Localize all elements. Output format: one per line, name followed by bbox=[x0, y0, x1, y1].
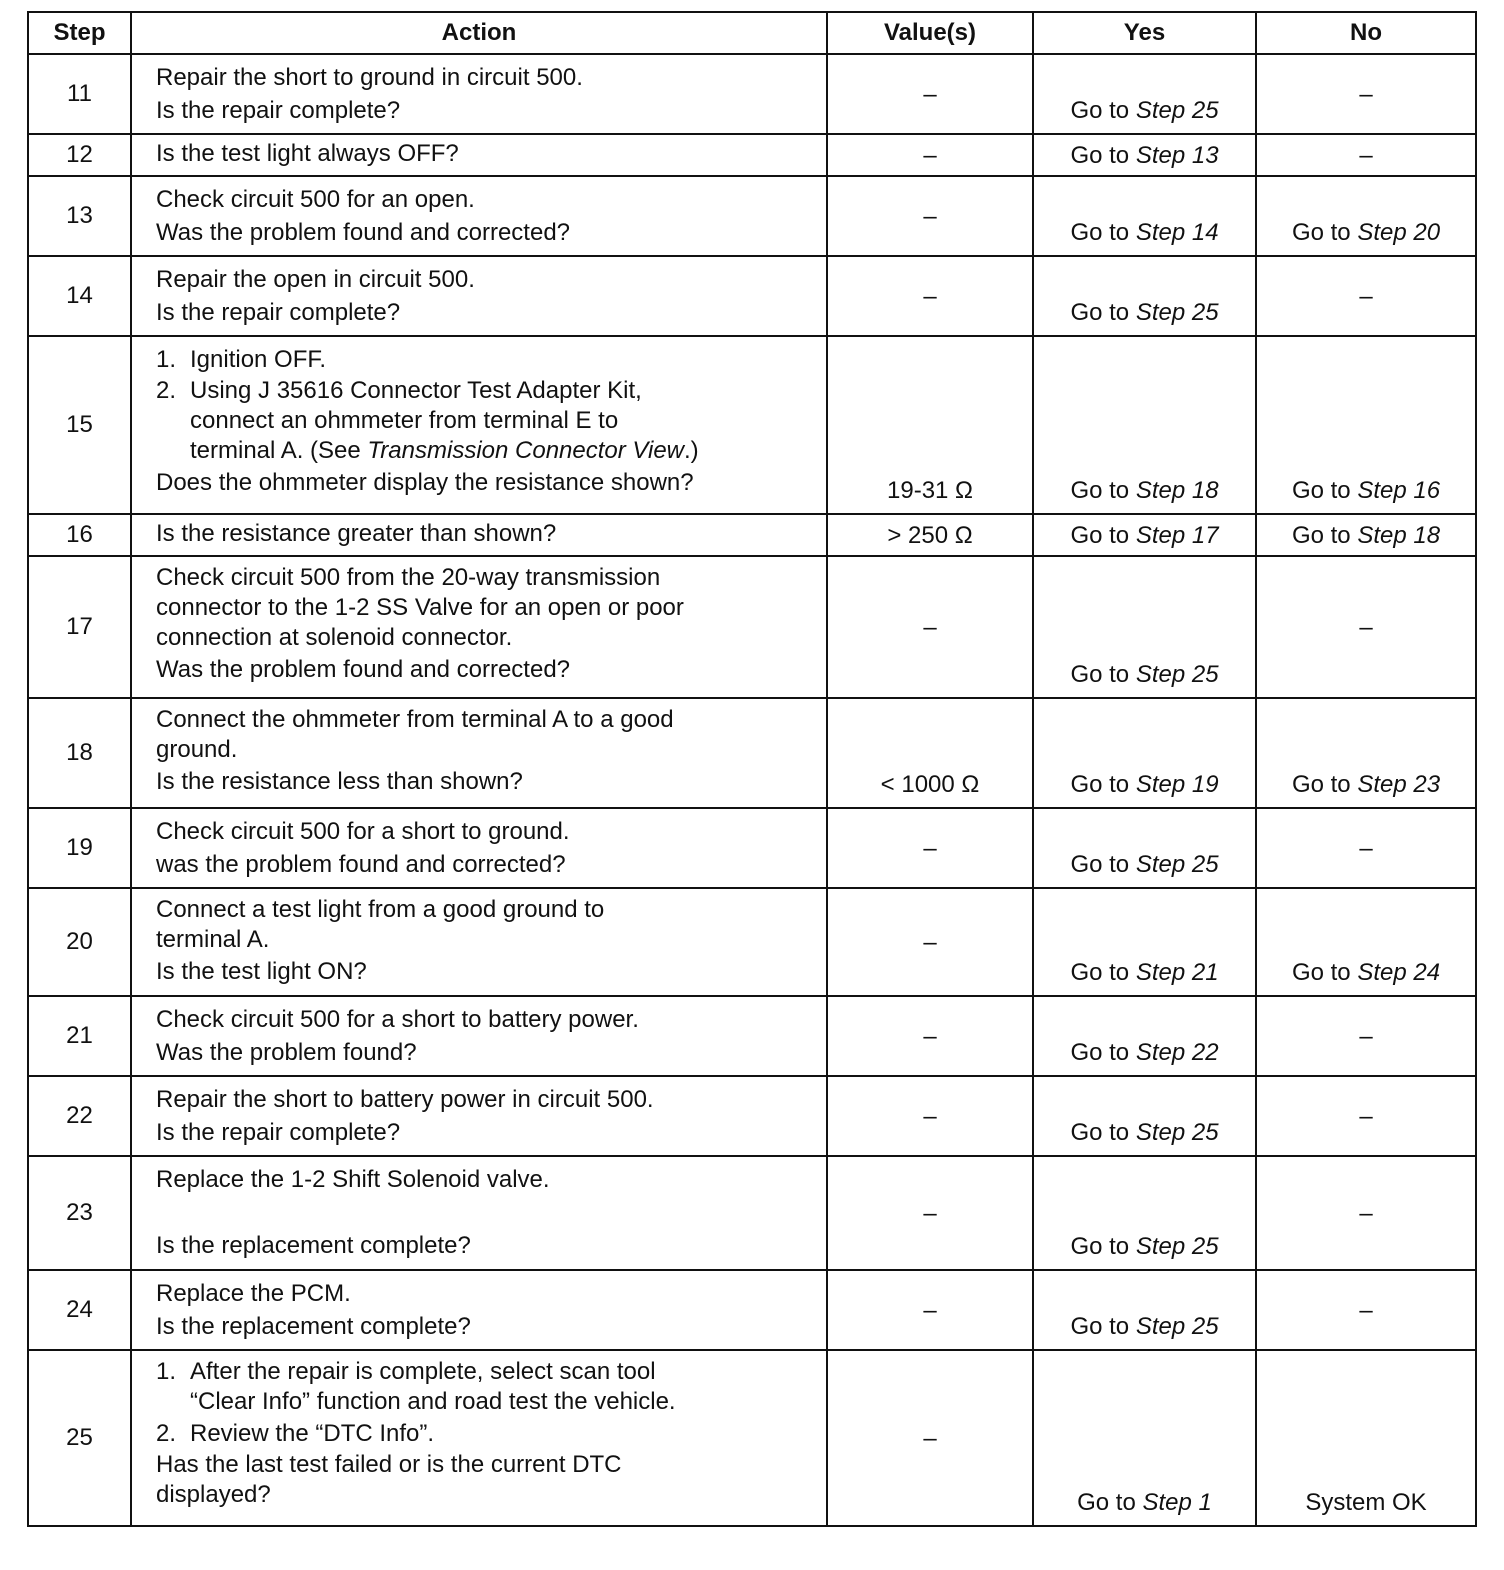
action-cell bbox=[131, 336, 827, 514]
step-number: 12 bbox=[28, 134, 131, 176]
go-to-text: Go to bbox=[1070, 97, 1130, 124]
action-cell bbox=[131, 256, 827, 336]
action-line: Was the problem found? bbox=[156, 1039, 417, 1066]
action-cell bbox=[131, 176, 827, 256]
go-to-text: Go to bbox=[1070, 1119, 1130, 1146]
step-number: 21 bbox=[28, 996, 131, 1076]
value-cell: – bbox=[827, 54, 1033, 134]
action-cell bbox=[131, 1270, 827, 1350]
step-number: 15 bbox=[28, 336, 131, 514]
list-number: 1. bbox=[156, 1358, 177, 1385]
value-cell: 19-31 Ω bbox=[827, 336, 1033, 514]
no-cell bbox=[1256, 176, 1476, 256]
go-to-text: Go to bbox=[1070, 661, 1130, 688]
action-text: Ignition OFF. bbox=[190, 346, 327, 373]
no-step: Step 20 bbox=[1357, 219, 1441, 246]
no-cell: – bbox=[1256, 996, 1476, 1076]
table-row bbox=[28, 808, 1476, 888]
action-line: Was the problem found and corrected? bbox=[156, 219, 571, 246]
action-line: Check circuit 500 from the 20-way transmission bbox=[156, 564, 661, 591]
yes-cell bbox=[1033, 1270, 1256, 1350]
action-cell bbox=[131, 1350, 827, 1526]
no-step: Step 24 bbox=[1357, 959, 1441, 986]
yes-cell bbox=[1033, 514, 1256, 556]
yes-step: Step 25 bbox=[1135, 97, 1219, 124]
value-cell: – bbox=[827, 1156, 1033, 1270]
yes-step: Step 17 bbox=[1135, 521, 1219, 549]
table-row bbox=[28, 1270, 1476, 1350]
go-to-text: Go to bbox=[1291, 477, 1351, 504]
list-number: 2. bbox=[156, 377, 177, 404]
no-cell bbox=[1256, 336, 1476, 514]
yes-step: Step 21 bbox=[1135, 959, 1219, 986]
yes-cell bbox=[1033, 888, 1256, 996]
table-row bbox=[28, 336, 1476, 514]
action-line bbox=[156, 343, 816, 376]
step-number: 22 bbox=[28, 1076, 131, 1156]
header-action: Action bbox=[131, 12, 827, 54]
value-cell: – bbox=[827, 556, 1033, 698]
action-cell bbox=[131, 1076, 827, 1156]
yes-step: Step 25 bbox=[1135, 299, 1219, 326]
action-line: Repair the short to ground in circuit 500. bbox=[156, 64, 583, 91]
yes-cell bbox=[1033, 176, 1256, 256]
list-number: 1. bbox=[156, 346, 177, 373]
action-line bbox=[156, 1417, 816, 1450]
table-row bbox=[28, 556, 1476, 698]
action-text: .) bbox=[684, 437, 699, 464]
action-line: Was the problem found and corrected? bbox=[156, 656, 571, 683]
action-line: Repair the open in circuit 500. bbox=[156, 266, 475, 293]
no-cell bbox=[1256, 888, 1476, 996]
no-cell: – bbox=[1256, 134, 1476, 176]
value-cell: – bbox=[827, 1076, 1033, 1156]
action-cell bbox=[131, 134, 827, 176]
yes-step: Step 25 bbox=[1135, 1313, 1219, 1340]
action-cell bbox=[131, 1156, 827, 1270]
no-step: Step 18 bbox=[1357, 521, 1441, 549]
action-cell bbox=[131, 888, 827, 996]
no-cell bbox=[1256, 698, 1476, 808]
go-to-text: Go to bbox=[1070, 477, 1130, 504]
go-to-text: Go to bbox=[1070, 521, 1130, 549]
table-row bbox=[28, 698, 1476, 808]
table-row bbox=[28, 176, 1476, 256]
action-line: Is the resistance less than shown? bbox=[156, 768, 523, 795]
table-row bbox=[28, 1076, 1476, 1156]
no-cell bbox=[1256, 514, 1476, 556]
header-values: Value(s) bbox=[827, 12, 1033, 54]
step-number: 25 bbox=[28, 1350, 131, 1526]
action-line: Connect a test light from a good ground to bbox=[156, 896, 605, 923]
table-row bbox=[28, 996, 1476, 1076]
yes-step: Step 25 bbox=[1135, 1119, 1219, 1146]
action-line bbox=[156, 376, 816, 406]
header-step: Step bbox=[28, 12, 131, 54]
action-line: Is the test light always OFF? bbox=[156, 140, 459, 167]
action-line: Is the replacement complete? bbox=[156, 1313, 471, 1340]
header-row bbox=[28, 12, 1476, 54]
no-cell: – bbox=[1256, 1270, 1476, 1350]
action-line: displayed? bbox=[156, 1481, 271, 1508]
action-line: terminal A. bbox=[156, 926, 270, 953]
go-to-text: Go to bbox=[1070, 771, 1130, 798]
yes-step: Step 18 bbox=[1135, 477, 1219, 504]
action-cell bbox=[131, 514, 827, 556]
action-cell bbox=[131, 698, 827, 808]
action-text: Using J 35616 Connector Test Adapter Kit, bbox=[190, 377, 642, 404]
yes-cell bbox=[1033, 1156, 1256, 1270]
go-to-text: Go to bbox=[1070, 219, 1130, 246]
yes-cell bbox=[1033, 336, 1256, 514]
value-cell: – bbox=[827, 1270, 1033, 1350]
value-cell: – bbox=[827, 176, 1033, 256]
action-line bbox=[156, 1357, 816, 1387]
yes-cell bbox=[1033, 996, 1256, 1076]
yes-step: Step 14 bbox=[1135, 219, 1219, 246]
no-cell: – bbox=[1256, 1076, 1476, 1156]
yes-cell bbox=[1033, 134, 1256, 176]
step-number: 16 bbox=[28, 514, 131, 556]
value-cell: – bbox=[827, 134, 1033, 176]
step-number: 14 bbox=[28, 256, 131, 336]
go-to-text: Go to bbox=[1070, 141, 1130, 169]
step-number: 17 bbox=[28, 556, 131, 698]
value-cell: – bbox=[827, 996, 1033, 1076]
value-cell: > 250 Ω bbox=[827, 514, 1033, 556]
go-to-text: Go to bbox=[1291, 959, 1351, 986]
action-line: Check circuit 500 for a short to ground. bbox=[156, 818, 570, 845]
action-line: Has the last test failed or is the current DTC bbox=[156, 1451, 622, 1478]
go-to-text: Go to bbox=[1070, 851, 1130, 878]
action-text: After the repair is complete, select scan tool bbox=[190, 1358, 656, 1385]
action-line: Is the replacement complete? bbox=[156, 1232, 471, 1259]
yes-step: Step 25 bbox=[1135, 1233, 1219, 1260]
value-cell: – bbox=[827, 256, 1033, 336]
header-yes: Yes bbox=[1033, 12, 1256, 54]
step-number: 19 bbox=[28, 808, 131, 888]
table-row bbox=[28, 134, 1476, 176]
yes-cell bbox=[1033, 256, 1256, 336]
action-line: Connect the ohmmeter from terminal A to a good bbox=[156, 706, 674, 733]
action-line: Check circuit 500 for a short to battery power. bbox=[156, 1006, 639, 1033]
go-to-text: Go to bbox=[1070, 959, 1130, 986]
action-line: Does the ohmmeter display the resistance shown? bbox=[156, 469, 694, 496]
no-step: Step 23 bbox=[1357, 771, 1441, 798]
action-line: Is the repair complete? bbox=[156, 1119, 401, 1146]
value-cell: – bbox=[827, 1350, 1033, 1526]
action-line: was the problem found and corrected? bbox=[156, 851, 566, 878]
action-text: terminal A. (See bbox=[190, 437, 368, 464]
go-to-text: Go to bbox=[1291, 219, 1351, 246]
yes-step: Step 25 bbox=[1135, 851, 1219, 878]
action-line: Is the test light ON? bbox=[156, 958, 367, 985]
step-number: 18 bbox=[28, 698, 131, 808]
action-line: Is the repair complete? bbox=[156, 299, 401, 326]
no-cell: – bbox=[1256, 1156, 1476, 1270]
step-number: 11 bbox=[28, 54, 131, 134]
no-cell: – bbox=[1256, 256, 1476, 336]
no-cell: – bbox=[1256, 808, 1476, 888]
action-cell bbox=[131, 556, 827, 698]
value-cell: < 1000 Ω bbox=[827, 698, 1033, 808]
step-number: 13 bbox=[28, 176, 131, 256]
action-cell bbox=[131, 996, 827, 1076]
action-line: Repair the short to battery power in circuit 500. bbox=[156, 1086, 654, 1113]
action-line: connector to the 1-2 SS Valve for an open or poor bbox=[156, 594, 684, 621]
list-number: 2. bbox=[156, 1420, 177, 1447]
go-to-text: Go to bbox=[1077, 1489, 1136, 1516]
header-no: No bbox=[1256, 12, 1476, 54]
action-line: connection at solenoid connector. bbox=[156, 624, 513, 651]
action-cell bbox=[131, 808, 827, 888]
yes-cell bbox=[1033, 54, 1256, 134]
action-line: Is the repair complete? bbox=[156, 97, 401, 124]
yes-cell bbox=[1033, 698, 1256, 808]
table-row bbox=[28, 514, 1476, 556]
yes-step: Step 22 bbox=[1135, 1039, 1219, 1066]
yes-step: Step 25 bbox=[1135, 661, 1219, 688]
no-cell: System OK bbox=[1256, 1350, 1476, 1526]
table-row bbox=[28, 888, 1476, 996]
yes-cell bbox=[1033, 1076, 1256, 1156]
go-to-text: Go to bbox=[1070, 1233, 1130, 1260]
step-number: 24 bbox=[28, 1270, 131, 1350]
no-step: Step 16 bbox=[1357, 477, 1441, 504]
yes-step: Step 13 bbox=[1135, 141, 1219, 169]
yes-step: Step 1 bbox=[1142, 1489, 1212, 1516]
action-line: connect an ohmmeter from terminal E to bbox=[190, 407, 619, 434]
reference-link: Transmission Connector View bbox=[367, 437, 684, 464]
action-line: Is the resistance greater than shown? bbox=[156, 520, 557, 547]
go-to-text: Go to bbox=[1070, 299, 1130, 326]
table-row bbox=[28, 54, 1476, 134]
go-to-text: Go to bbox=[1291, 521, 1351, 549]
value-cell: – bbox=[827, 888, 1033, 996]
step-number: 23 bbox=[28, 1156, 131, 1270]
action-text: Review the “DTC Info”. bbox=[190, 1420, 435, 1447]
no-cell: – bbox=[1256, 54, 1476, 134]
go-to-text: Go to bbox=[1070, 1313, 1130, 1340]
action-line: “Clear Info” function and road test the vehicle. bbox=[190, 1388, 676, 1415]
diagnostic-table bbox=[27, 11, 1477, 1527]
action-line: Replace the PCM. bbox=[156, 1280, 351, 1307]
yes-cell bbox=[1033, 808, 1256, 888]
table-row bbox=[28, 256, 1476, 336]
action-cell bbox=[131, 54, 827, 134]
value-cell: – bbox=[827, 808, 1033, 888]
go-to-text: Go to bbox=[1291, 771, 1351, 798]
go-to-text: Go to bbox=[1070, 1039, 1130, 1066]
table-row bbox=[28, 1156, 1476, 1270]
action-line: Replace the 1-2 Shift Solenoid valve. bbox=[156, 1166, 550, 1193]
action-line: ground. bbox=[156, 736, 238, 763]
yes-cell bbox=[1033, 1350, 1256, 1526]
blank-line bbox=[156, 1196, 816, 1229]
action-line bbox=[156, 436, 816, 466]
action-line: Check circuit 500 for an open. bbox=[156, 186, 475, 213]
yes-cell bbox=[1033, 556, 1256, 698]
no-cell: – bbox=[1256, 556, 1476, 698]
step-number: 20 bbox=[28, 888, 131, 996]
yes-step: Step 19 bbox=[1135, 771, 1219, 798]
table-row bbox=[28, 1350, 1476, 1526]
